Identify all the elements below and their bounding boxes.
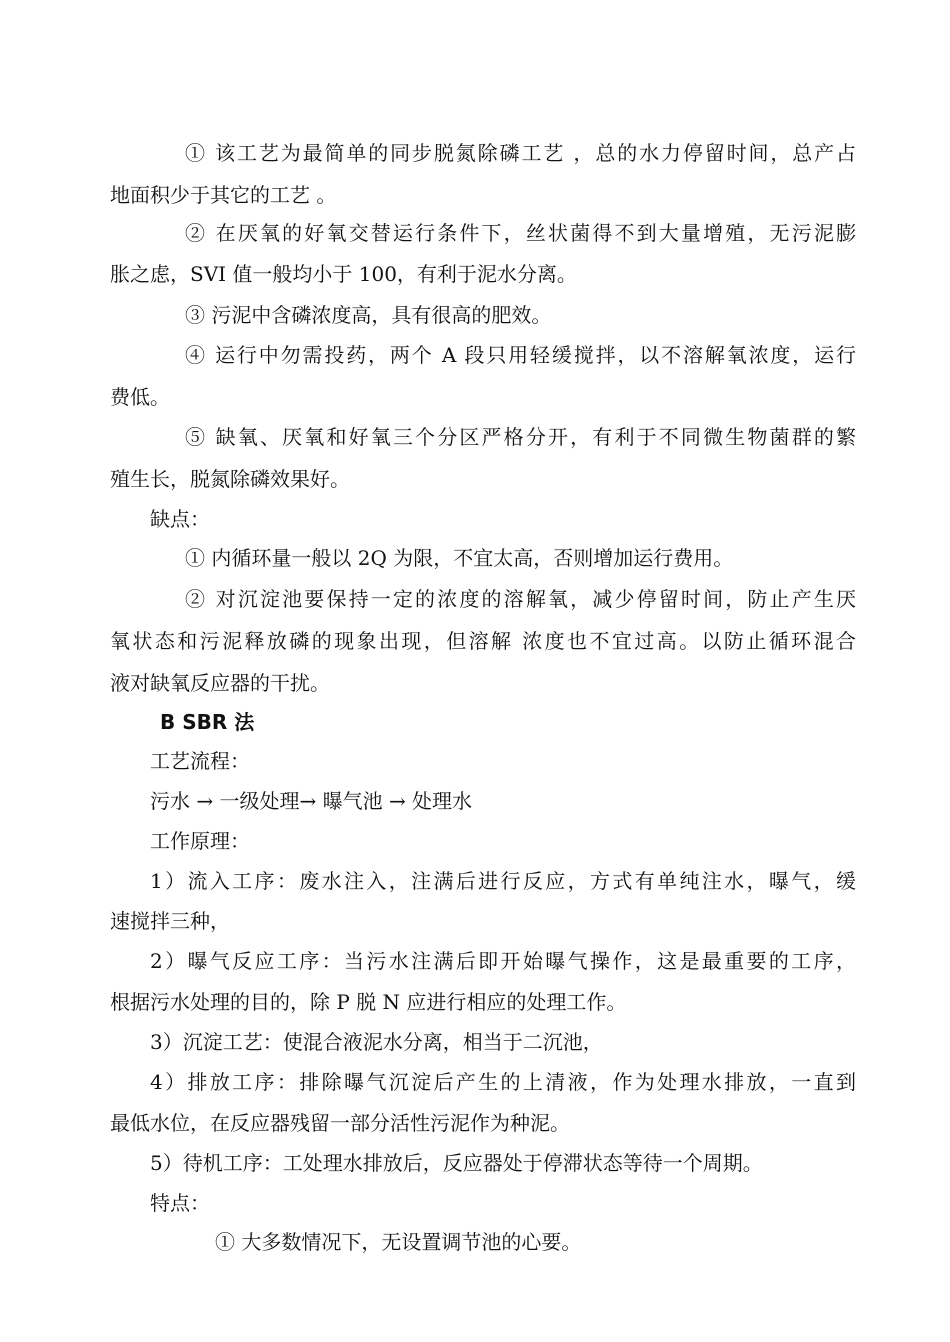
- feature-1: ① 大多数情况下，无设置调节池的心要。: [215, 1230, 582, 1254]
- advantage-3-line-1: ③ 污泥中含磷浓度高，具有很高的肥效。: [185, 303, 552, 327]
- disadvantages-heading: 缺点：: [150, 507, 210, 531]
- advantage-5-line-1: ⑤ 缺氧、厌氧和好氧三个分区严格分开，有利于不同微生物菌群的繁: [185, 425, 856, 449]
- advantage-1-line-1: ① 该工艺为最简单的同步脱氮除磷工艺 ，总的水力停留时间，总产占: [185, 141, 856, 165]
- advantage-4-line-2: 费低。: [110, 385, 170, 409]
- features-label: 特点：: [150, 1191, 210, 1215]
- disadvantage-2-line-1: ② 对沉淀池要保持一定的浓度的溶解氧，减少停留时间，防止产生厌: [185, 587, 856, 611]
- principle-label: 工作原理：: [150, 829, 250, 853]
- process-flow-label: 工艺流程：: [150, 749, 250, 773]
- step-1-line-1: 1）流入工序：废水注入，注满后进行反应，方式有单纯注水，曝气，缓: [150, 869, 856, 893]
- disadvantage-2-line-2: 氧状态和污泥释放磷的现象出现，但溶解 浓度也不宜过高。以防止循环混合: [110, 629, 856, 653]
- advantage-2-line-2: 胀之虑，SVI 值一般均小于 100，有利于泥水分离。: [110, 262, 577, 286]
- step-4-line-1: 4）排放工序：排除曝气沉淀后产生的上清液，作为处理水排放，一直到: [150, 1070, 856, 1094]
- step-1-line-2: 速搅拌三种，: [110, 909, 230, 933]
- step-2-line-2: 根据污水处理的目的，除 P 脱 N 应进行相应的处理工作。: [110, 990, 627, 1014]
- step-3-line-1: 3）沉淀工艺：使混合液泥水分离，相当于二沉池，: [150, 1030, 603, 1054]
- disadvantage-2-line-3: 液对缺氧反应器的干扰。: [110, 671, 330, 695]
- disadvantage-1-line-1: ① 内循环量一般以 2Q 为限，不宜太高，否则增加运行费用。: [185, 546, 734, 570]
- section-heading-sbr: B SBR 法: [160, 710, 255, 734]
- advantage-5-line-2: 殖生长，脱氮除磷效果好。: [110, 467, 350, 491]
- step-5-line-1: 5）待机工序：工处理水排放后，反应器处于停滞状态等待一个周期。: [150, 1151, 763, 1175]
- advantage-4-line-1: ④ 运行中勿需投药，两个 A 段只用轻缓搅拌，以不溶解氧浓度，运行: [185, 343, 856, 367]
- advantage-1-line-2: 地面积少于其它的工艺 。: [110, 183, 337, 207]
- advantage-2-line-1: ② 在厌氧的好氧交替运行条件下，丝状菌得不到大量增殖，无污泥膨: [185, 221, 856, 245]
- step-2-line-1: 2）曝气反应工序：当污水注满后即开始曝气操作，这是最重要的工序，: [150, 949, 856, 973]
- step-4-line-2: 最低水位，在反应器残留一部分活性污泥作为种泥。: [110, 1111, 570, 1135]
- process-flow: 污水 → 一级处理→ 曝气池 → 处理水: [150, 789, 473, 813]
